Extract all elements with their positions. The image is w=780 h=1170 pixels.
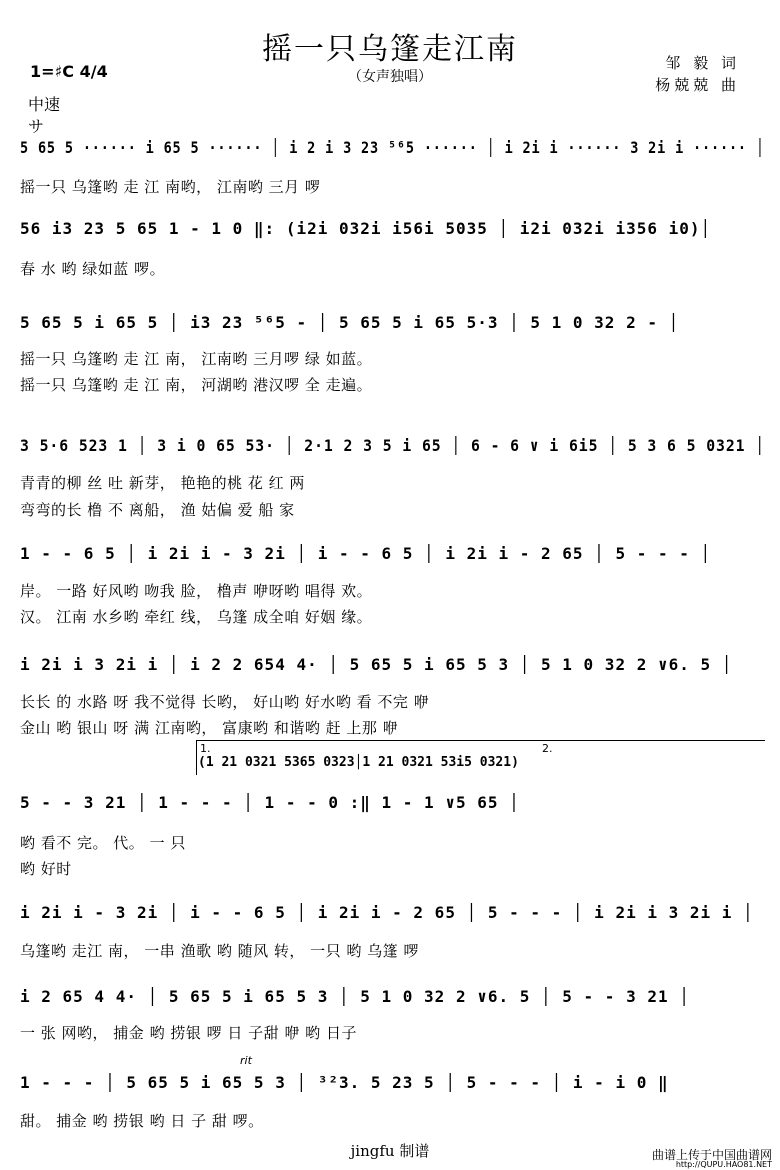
lyric-line-verse-2: 汉。 江南 水乡哟 牵红 线， 乌篷 成全咱 好姻 缘。 bbox=[20, 608, 373, 626]
staff-notes: 56 i3 23 5 65 1 - 1 0 ‖: (i2i 032i i56i 5035 │ i2i 032i i356 i0)│ bbox=[20, 219, 712, 238]
staff-5 bbox=[20, 539, 765, 569]
interlude-notes: (1 21 0321 5365 0323│1 21 0321 53i5 0321) bbox=[198, 755, 519, 770]
lyric-line-verse-1: 长长 的 水路 呀 我不觉得 长哟， 好山哟 好水哟 看 不完 咿 bbox=[20, 693, 430, 711]
free-rhythm-marking: サ bbox=[28, 117, 45, 136]
staff-notes: i 2i i - 3 2i │ i - - 6 5 │ i 2i i - 2 65 │ 5 - - - │ i 2i i 3 2i i │ bbox=[20, 903, 754, 922]
lyric-line: 甜。 捕金 哟 捞银 哟 日 子 甜 啰。 bbox=[20, 1112, 264, 1130]
composer-credit: 杨兢兢 曲 bbox=[655, 76, 740, 94]
song-subtitle: （女声独唱） bbox=[348, 69, 432, 85]
lyric-line: 乌篷哟 走江 南， 一串 渔歌 哟 随风 转， 一只 哟 乌篷 啰 bbox=[20, 942, 419, 960]
staff-notes: i 2 65 4 4· │ 5 65 5 i 65 5 3 │ 5 1 0 32 2 ∨6. 5 │ 5 - - 3 21 │ bbox=[20, 987, 690, 1006]
song-title: 摇一只乌篷走江南 bbox=[262, 32, 518, 67]
lyric-line-verse-2: 金山 哟 银山 呀 满 江南哟， 富康哟 和谐哟 赶 上那 咿 bbox=[20, 719, 399, 737]
lyric-line-verse-2: 哟 好时 bbox=[20, 860, 72, 878]
staff-3 bbox=[20, 308, 765, 338]
staff-7 bbox=[20, 788, 765, 818]
first-ending-label: 1. bbox=[200, 742, 211, 755]
staff-6 bbox=[20, 650, 765, 680]
lyric-line-verse-2: 弯弯的长 橹 不 离船， 渔 姑偏 爱 船 家 bbox=[20, 501, 295, 519]
second-ending-label: 2. bbox=[542, 742, 553, 755]
watermark-text: 曲谱上传于中国曲谱网 bbox=[651, 1148, 772, 1162]
lyric-line-verse-1: 哟 看不 完。 代。 一 只 bbox=[20, 834, 186, 852]
staff-notes: 3 5·6 523 1 │ 3 i 0 65 53· │ 2·1 2 3 5 i 65 │ 6 - 6 ∨ i 6i5 │ 5 3 6 5 0321 │ bbox=[20, 436, 766, 455]
lyric-line: 一 张 网哟， 捕金 哟 捞银 啰 日 子甜 咿 哟 日子 bbox=[20, 1024, 357, 1042]
arranger-credit: jingfu 制谱 bbox=[350, 1142, 430, 1160]
staff-9 bbox=[20, 982, 765, 1012]
staff-notes: 5 65 5 i 65 5 │ i3 23 ⁵⁶5 - │ 5 65 5 i 65 5·3 │ 5 1 0 32 2 - │ bbox=[20, 313, 680, 332]
staff-notes: 1 - - - │ 5 65 5 i 65 5 3 │ ³²3. 5 23 5 │ 5 - - - │ i - i 0 ‖ bbox=[20, 1073, 669, 1092]
staff-notes: 5 - - 3 21 │ 1 - - - │ 1 - - 0 :‖ 1 - 1 ∨5 65 │ bbox=[20, 793, 520, 812]
staff-notes: i 2i i 3 2i i │ i 2 2 654 4· │ 5 65 5 i 65 5 3 │ 5 1 0 32 2 ∨6. 5 │ bbox=[20, 655, 733, 674]
staff-8 bbox=[20, 898, 765, 928]
staff-1 bbox=[20, 133, 765, 163]
lyric-line: 摇一只 乌篷哟 走 江 南哟， 江南哟 三月 啰 bbox=[20, 178, 321, 196]
lyricist-credit: 邹 毅 词 bbox=[665, 54, 740, 72]
staff-2 bbox=[20, 214, 765, 244]
staff-notes: 1 - - 6 5 │ i 2i i - 3 2i │ i - - 6 5 │ i 2i i - 2 65 │ 5 - - - │ bbox=[20, 544, 712, 563]
watermark-url: http://QUPU.HAO81.NET bbox=[675, 1160, 772, 1169]
lyric-line-verse-2: 摇一只 乌篷哟 走 江 南， 河湖哟 港汉啰 全 走遍。 bbox=[20, 376, 373, 394]
lyric-line-verse-1: 青青的柳 丝 吐 新芽， 艳艳的桃 花 红 两 bbox=[20, 474, 305, 492]
lyric-line-verse-1: 岸。 一路 好风哟 吻我 脸， 橹声 咿呀哟 唱得 欢。 bbox=[20, 582, 373, 600]
lyric-line-verse-1: 摇一只 乌篷哟 走 江 南， 江南哟 三月啰 绿 如蓝。 bbox=[20, 350, 373, 368]
ritardando-marking: rit bbox=[240, 1054, 252, 1067]
second-ending-bracket bbox=[540, 740, 765, 775]
tempo-marking: 中速 bbox=[28, 95, 61, 114]
lyric-line: 春 水 哟 绿如蓝 啰。 bbox=[20, 260, 166, 278]
staff-4 bbox=[20, 431, 765, 461]
staff-notes: 5 65 5 ······ i 65 5 ······ │ i 2 i 3 23 ⁵⁶5 ······ │ i 2i i ······ 3 2i i ······ │ bbox=[20, 138, 765, 157]
staff-10 bbox=[20, 1068, 765, 1098]
key-signature: 1=♯C 4/4 bbox=[30, 62, 108, 81]
